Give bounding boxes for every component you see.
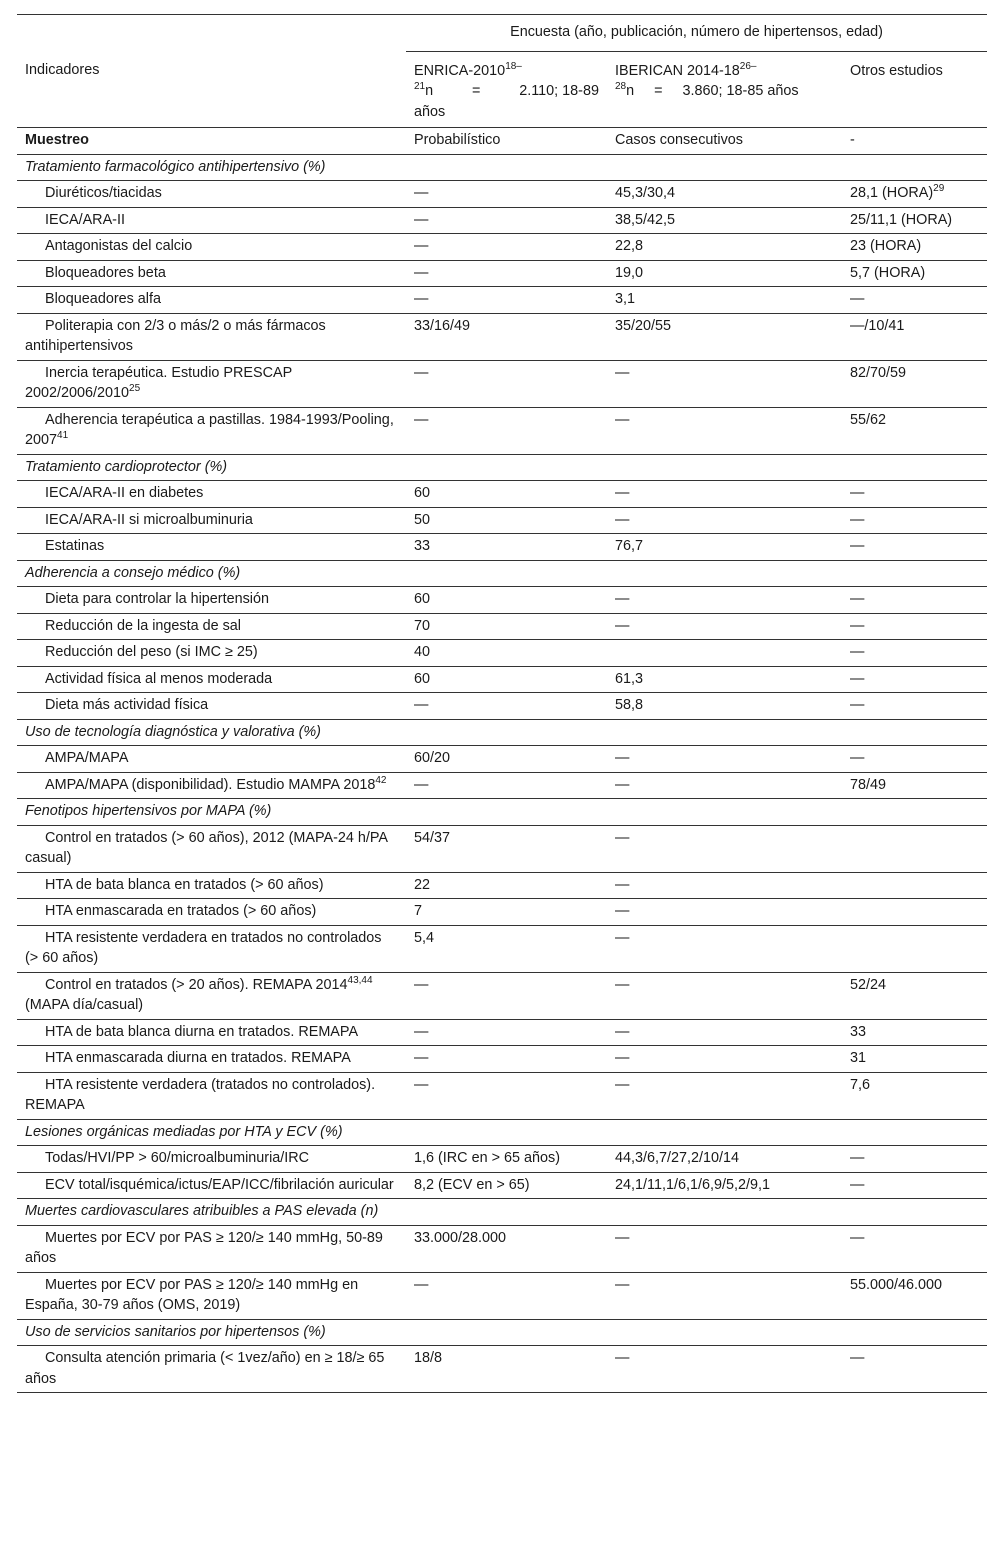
cell-enrica: 50 <box>414 511 431 528</box>
cell-enrica: 1,6 (IRC en > 65 años) <box>414 1150 560 1166</box>
cell-iberican: — <box>615 617 630 634</box>
cell-otros: 55/62 <box>850 411 887 428</box>
cell-iberican: 22,8 <box>615 238 644 254</box>
table-row <box>17 1272 987 1319</box>
row-label: Antagonistas del calcio <box>45 238 193 254</box>
cell-enrica: — <box>414 411 429 428</box>
row-label: Bloqueadores beta <box>45 264 166 281</box>
row-label: Dieta para controlar la hipertensión <box>45 591 269 607</box>
cell-iberican: — <box>615 903 630 919</box>
cell-otros: — <box>850 538 865 554</box>
cell-enrica: 60 <box>414 670 431 687</box>
row-label: Muertes por ECV por PAS ≥ 120/≥ 140 mmHg en España, 30-79 años (OMS, 2019) <box>25 1276 359 1313</box>
cell-otros: 55.000/46.000 <box>850 1276 943 1293</box>
cell-enrica: 18/8 <box>414 1350 443 1366</box>
cell-iberican: — <box>615 776 630 793</box>
row-label: Todas/HVI/PP > 60/microalbuminuria/IRC <box>45 1150 310 1166</box>
row-label: AMPA/MAPA <box>45 750 129 766</box>
cell-otros: — <box>850 644 865 660</box>
cell-otros <box>842 925 987 972</box>
section-header-lesiones <box>17 1119 987 1146</box>
cell-iberican: — <box>615 511 630 528</box>
cell-iberican: 19,0 <box>615 264 644 281</box>
cell-iberican: — <box>615 1276 630 1293</box>
cell-enrica: — <box>414 264 429 281</box>
cell-enrica: 22 <box>414 876 431 893</box>
cell-iberican: — <box>615 1023 630 1040</box>
row-label: Reducción del peso (si IMC ≥ 25) <box>45 644 258 660</box>
cell-iberican: — <box>615 1350 630 1366</box>
section-title: Fenotipos hipertensivos por MAPA (%) <box>25 803 272 819</box>
row-label: IECA/ARA-II en diabetes <box>45 485 204 501</box>
table-row <box>17 313 987 360</box>
table-row <box>17 613 987 640</box>
muestreo-row <box>17 128 987 155</box>
table-row <box>17 587 987 614</box>
cell-otros: 7,6 <box>850 1076 871 1093</box>
table-row <box>17 825 987 872</box>
section-title: Uso de tecnología diagnóstica y valorativa (%) <box>25 723 321 740</box>
row-label: Actividad física al menos moderada <box>45 670 273 687</box>
section-header-muertes <box>17 1199 987 1226</box>
cell-enrica: — <box>414 238 429 254</box>
row-label: Consulta atención primaria (< 1vez/año) en ≥ 18/≥ 65 años <box>25 1350 385 1387</box>
section-title: Tratamiento cardioprotector (%) <box>25 458 228 475</box>
section-header-adherencia <box>17 560 987 587</box>
cell-enrica: 40 <box>414 644 431 660</box>
cell-otros: — <box>850 1350 865 1366</box>
table-row <box>17 407 987 454</box>
muestreo-iberican: Casos consecutivos <box>615 132 743 148</box>
table-row <box>17 972 987 1019</box>
cell-iberican: — <box>615 1076 630 1093</box>
cell-enrica: — <box>414 1276 429 1293</box>
table-row <box>17 772 987 799</box>
cell-enrica: 7 <box>414 903 423 919</box>
muestreo-otros: - <box>850 132 855 148</box>
header-iberican: IBERICAN $2014-18^{26-}$ $^{28}$n = 3.860; 18-85 años <box>615 60 799 99</box>
cell-otros: — <box>850 511 865 528</box>
cell-otros: — <box>850 1176 865 1193</box>
cell-iberican: — <box>615 364 630 381</box>
cell-enrica: 33.000/28.000 <box>414 1229 507 1246</box>
cell-enrica: 60 <box>414 485 431 501</box>
table-row <box>17 925 987 972</box>
cell-otros: 25/11,1 (HORA) <box>850 211 953 228</box>
cell-otros: 52/24 <box>850 976 887 993</box>
row-label: Diuréticos/tiacidas <box>45 185 162 201</box>
section-header-servicios <box>17 1319 987 1346</box>
row-label: HTA de bata blanca en tratados (> 60 años) <box>45 876 324 893</box>
table-row <box>17 693 987 720</box>
table-row <box>17 872 987 899</box>
row-label: HTA enmascarada en tratados (> 60 años) <box>45 903 317 919</box>
cell-enrica: 54/37 <box>414 829 451 846</box>
cell-iberican: 61,3 <box>615 670 644 687</box>
header-indicators: Indicadores <box>17 15 406 128</box>
row-label: AMPA/MAPA (disponibilidad). Estudio MAMPA 2018$^{42}$ <box>45 774 387 793</box>
cell-iberican: 35/20/55 <box>615 317 672 334</box>
row-label: HTA resistente verdadera (tratados no controlados). REMAPA <box>25 1076 376 1113</box>
cell-iberican: — <box>615 929 630 946</box>
cell-iberican: — <box>615 1050 630 1066</box>
cell-otros: 31 <box>850 1050 867 1066</box>
cell-enrica: — <box>414 976 429 993</box>
section-title: Muertes cardiovasculares atribuibles a PAS elevada (n) <box>25 1203 379 1219</box>
cell-enrica: — <box>414 697 429 713</box>
row-label: HTA de bata blanca diurna en tratados. REMAPA <box>45 1023 359 1040</box>
cell-enrica: 60 <box>414 591 431 607</box>
table-row <box>17 481 987 508</box>
section-title: Uso de servicios sanitarios por hipertensos (%) <box>25 1323 326 1340</box>
table-row <box>17 1346 987 1393</box>
cell-otros: — <box>850 697 865 713</box>
table-row <box>17 534 987 561</box>
table-row <box>17 1225 987 1272</box>
section-title: Tratamiento farmacológico antihipertensivo (%) <box>25 158 326 175</box>
cell-enrica: — <box>414 291 429 307</box>
cell-iberican: 24,1/11,1/6,1/6,9/5,2/9,1 <box>615 1176 770 1193</box>
row-label: Reducción de la ingesta de sal <box>45 617 242 634</box>
cell-iberican: 38,5/42,5 <box>615 211 676 228</box>
row-label: Adherencia terapéutica a pastillas. 1984-1993/Pooling, 2007$^{41}$ <box>25 411 394 448</box>
cell-otros: — <box>850 291 865 307</box>
row-label: Inercia terapéutica. Estudio PRESCAP 2002/2006/2010$^{25}$ <box>25 364 292 401</box>
cell-enrica: — <box>414 1050 429 1066</box>
cell-iberican: 58,8 <box>615 697 644 713</box>
cell-otros: — <box>850 1150 865 1166</box>
row-label: ECV total/isquémica/ictus/EAP/ICC/fibrilación auricular <box>45 1176 394 1193</box>
table-row <box>17 287 987 314</box>
cell-enrica: — <box>414 776 429 793</box>
table-row <box>17 1146 987 1173</box>
cell-enrica: — <box>414 211 429 228</box>
hypertension-indicators-table <box>17 14 987 1393</box>
cell-iberican: — <box>615 411 630 428</box>
row-label: HTA resistente verdadera en tratados no controlados (> 60 años) <box>25 929 382 966</box>
section-header-tratamiento <box>17 154 987 181</box>
cell-otros: 28,1 (HORA)$^{29}$ <box>850 183 945 201</box>
cell-otros: — <box>850 750 865 766</box>
section-title: Adherencia a consejo médico (%) <box>25 564 241 581</box>
header-enrica: ENRICA-$2010^{18-}$ $^{21}$n = 2.110; 18-89 años <box>414 60 599 120</box>
cell-enrica: — <box>414 1076 429 1093</box>
cell-otros: 5,7 (HORA) <box>850 264 926 281</box>
row-label: Bloqueadores alfa <box>45 291 162 307</box>
cell-enrica: 33/16/49 <box>414 317 471 334</box>
section-title: Lesiones orgánicas mediadas por HTA y ECV (%) <box>25 1123 343 1140</box>
cell-iberican: — <box>615 876 630 893</box>
table-row <box>17 1046 987 1073</box>
muestreo-label: Muestreo <box>25 132 89 148</box>
row-label: IECA/ARA-II si microalbuminuria <box>45 511 253 528</box>
cell-otros: — <box>850 1229 865 1246</box>
header-survey-group: Encuesta (año, publicación, número de hipertensos, edad) <box>406 15 987 52</box>
table-row <box>17 746 987 773</box>
cell-otros: — <box>850 485 865 501</box>
header-otros: Otros estudios <box>850 62 943 79</box>
cell-iberican: — <box>615 750 630 766</box>
cell-otros: — <box>850 617 865 634</box>
row-label: Muertes por ECV por PAS ≥ 120/≥ 140 mmHg, 50-89 años <box>25 1229 383 1266</box>
row-label: Estatinas <box>45 538 105 554</box>
section-header-cardioprotector <box>17 454 987 481</box>
cell-enrica: 5,4 <box>414 929 435 946</box>
cell-iberican: — <box>615 591 630 607</box>
cell-otros: 82/70/59 <box>850 364 907 381</box>
section-header-tecnologia <box>17 719 987 746</box>
cell-enrica: — <box>414 185 429 201</box>
cell-iberican: 3,1 <box>615 291 636 307</box>
cell-otros: 78/49 <box>850 776 887 793</box>
cell-otros: 23 (HORA) <box>850 238 922 254</box>
cell-enrica: — <box>414 364 429 381</box>
table-row <box>17 899 987 926</box>
cell-otros: —/10/41 <box>850 317 905 334</box>
row-label: IECA/ARA-II <box>45 211 125 228</box>
cell-iberican: — <box>615 829 630 846</box>
cell-iberican: — <box>615 1229 630 1246</box>
table-row <box>17 207 987 234</box>
cell-iberican <box>607 640 842 667</box>
table-row <box>17 1172 987 1199</box>
cell-enrica: 60/20 <box>414 750 451 766</box>
row-label: Control en tratados (> 20 años). REMAPA 2014$^{43,44}$ (MAPA día/casual) <box>25 974 373 1013</box>
cell-iberican: — <box>615 485 630 501</box>
cell-otros: — <box>850 591 865 607</box>
cell-iberican: 76,7 <box>615 538 644 554</box>
table-row <box>17 1019 987 1046</box>
table-row <box>17 360 987 407</box>
muestreo-enrica: Probabilístico <box>414 132 501 148</box>
cell-otros <box>842 899 987 926</box>
cell-enrica: — <box>414 1023 429 1040</box>
section-header-fenotipos <box>17 799 987 826</box>
cell-otros: 33 <box>850 1023 867 1040</box>
row-label: Politerapia con 2/3 o más/2 o más fármacos antihipertensivos <box>25 317 326 354</box>
table-row <box>17 666 987 693</box>
cell-enrica: 8,2 (ECV en > 65) <box>414 1176 530 1193</box>
row-label: Control en tratados (> 60 años), 2012 (MAPA-24 h/PA casual) <box>25 829 388 866</box>
table-row <box>17 260 987 287</box>
table-row <box>17 181 987 208</box>
cell-enrica: 70 <box>414 617 431 634</box>
table-row <box>17 234 987 261</box>
table-row <box>17 507 987 534</box>
table-row <box>17 1072 987 1119</box>
cell-iberican: 45,3/30,4 <box>615 185 676 201</box>
cell-otros: — <box>850 670 865 687</box>
table-row <box>17 640 987 667</box>
row-label: HTA enmascarada diurna en tratados. REMAPA <box>45 1050 351 1066</box>
cell-otros <box>842 825 987 872</box>
cell-otros <box>842 872 987 899</box>
cell-iberican: — <box>615 976 630 993</box>
cell-iberican: 44,3/6,7/27,2/10/14 <box>615 1150 740 1166</box>
cell-enrica: 33 <box>414 538 431 554</box>
row-label: Dieta más actividad física <box>45 697 209 713</box>
